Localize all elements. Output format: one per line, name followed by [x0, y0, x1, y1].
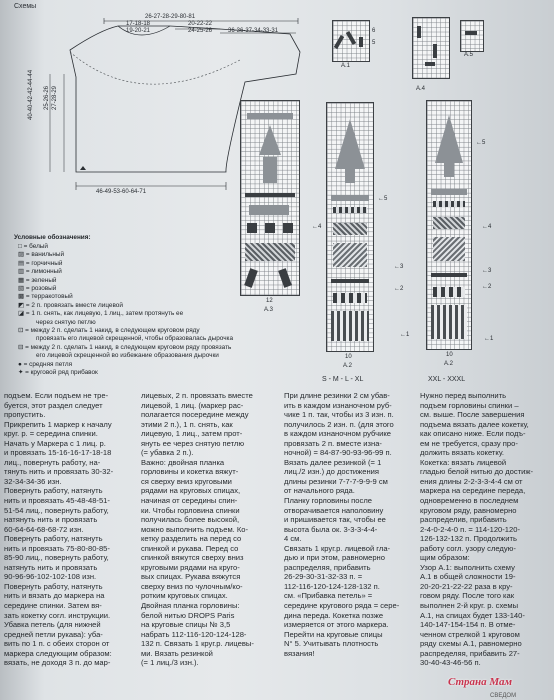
chart-a2-small-width: 10 — [345, 354, 352, 360]
text-column-4: Нужно перед выполнить подъем горловины спинки – см. выше. После завершения подъема вязать далее кокетку, как описано ниже. Если подъ- ем не требуется, сразу про- должить вязать кокетку. Кокетка: вязать лицевой гладью белой нитью до достиж- ения длины 2-2-3-3-4-4 см от маркера на середине переда, одновременно в последнем круговом ряду, равномерно распределив, прибавить 2-4-0-2-4-0 п. = 114-120-120- 126-132-132 п. Продолжить работу согл. узору следую- щим образом: Узор А.1: выполнить схему А.1 в общей сложности 19- 20-20-21-22-22 раза в кру- говом ряду. После того как выполнен 2-й круг. р. схемы А.1, на спицах будет 133-140- 140-147-154-154 п. В отме- ченном стрелкой 1 круговом ряду схемы А.1, равномерно распределяя, прибавить 27- 30-40-43-46-56 п. — [420, 391, 533, 668]
row-marker-5-a1: 5 — [372, 40, 376, 46]
row-marker-3-large: ←3 — [482, 268, 492, 274]
footer-text: СВЕДОМ — [490, 693, 517, 699]
text-column-3: При длине резинки 2 см убав- ить в каждом изнаночном руб- чике 1 п. так, чтобы из 3 изн. п. получилось 2 изн. п. (для этого в каждом изнаночном рубчике провязать 2 п. вместе изна- ночной) = 84-87-90-93-96-99 п. Вязать далее резинкой (= 1 лиц./2 изн.) до достижения длины резинки 7-7-7-9-9-9 см от начального ряда. Планку горловины после отворачивается наполовину и пришивается так, чтобы ее высота была ок. 3-3-3-4-4- 4 см. Связать 1 круг.р. лицевой гла- дью и при этом, равномерно распределяя, прибавить 26-29-30-31-32-33 п. = 112-116-120-124-128-132 п. см. «Прибавка петель» = середине кругового ряда = сере- дина переда. Кокетка позже измеряется от этого маркера. Перейти на круговые спицы N° 5. Учитывать плотность вязания! — [284, 391, 400, 658]
side-measure-2: 25-26-26 — [44, 85, 50, 110]
legend-item: ▨ = ванильный — [18, 251, 65, 259]
bottom-measure: 46-49-53-60-64-71 — [96, 189, 147, 195]
section-title: Схемы — [14, 3, 37, 10]
legend-item: ⊡ = между 2 п. сделать 1 накид, в следующем круговом ряду — [18, 327, 200, 335]
legend-item: ▦ = зеленый — [18, 276, 57, 284]
legend-item: ▥ = лимонный — [18, 268, 62, 276]
row-marker-4-large: ←4 — [482, 224, 492, 230]
legend-list — [18, 243, 318, 378]
row-marker-4: ←4 — [312, 224, 322, 230]
chart-a4-label: A.4 — [416, 86, 426, 92]
chart-a5-label: A.5 — [464, 52, 474, 58]
chart-a2-large-label: A.2 — [444, 361, 454, 367]
chart-a2-small-sizes: S - M - L - XL — [322, 376, 364, 383]
legend-item: провязать его лицевой скрещенной, чтобы образовалась дырочка — [36, 335, 234, 343]
row-marker-1-large: ←1 — [484, 336, 494, 342]
row-marker-5: ←5 — [378, 196, 388, 202]
legend-item: ● = средняя петля — [18, 360, 73, 368]
top-measure: 26-27-28-29-80-81 — [145, 14, 196, 20]
legend-item: ⊟ = между 2 п. сделать 1 накид, в следующем круговом ряду провязать — [18, 343, 232, 351]
shoulder-measure-2: 24-25-26 — [188, 28, 213, 34]
legend-item: ◪ = 1 п. снять, как лицевую, 1 лиц., затем протянуть ее — [18, 310, 184, 318]
side-measure-3: 27-28-29 — [52, 85, 58, 110]
row-marker-3: ←3 — [394, 264, 404, 270]
chart-a3-width: 12 — [266, 298, 273, 304]
legend-item: ▤ = горчичный — [18, 259, 63, 267]
row-marker-1: ←1 — [400, 332, 410, 338]
chart-a4 — [412, 17, 450, 79]
chart-a2-large-width: 10 — [446, 352, 453, 358]
legend-item: ▧ = розовый — [18, 285, 57, 293]
legend-item: ▩ = терракотовый — [18, 293, 73, 301]
chart-a2-large-sizes: XXL - XXXL — [428, 376, 466, 383]
watermark-logo: Страна Мам — [448, 676, 513, 688]
chart-a1 — [332, 20, 370, 62]
row-marker-5-large: ←5 — [476, 140, 486, 146]
chart-a2-large — [426, 100, 472, 350]
legend-title: Условные обозначения: — [14, 234, 91, 241]
chart-a1-label: A.1 — [341, 63, 351, 69]
row-marker-2: ←2 — [394, 286, 404, 292]
chart-a5 — [460, 20, 484, 52]
row-marker-2-large: ←2 — [482, 284, 492, 290]
neck-measure-2: 19-20-21 — [126, 28, 151, 34]
legend-item: через снятую петлю — [36, 318, 96, 326]
legend-item: ◩ = 2 п. провязать вместе лицевой — [18, 301, 123, 309]
text-column-2: лицевых, 2 п. провязать вместе лицевой, 1 лиц. (маркер рас- полагается посередине между этими 2 п.), 1 п. снять, как лицевую, 1 лиц., затем прот- януть ее через снятую петлю (= убавка 2 п.). Важно: двойная планка горловины и кокетка вяжут- ся сверху вниз круговыми рядами на круговых спицах, начиная от середины спин- ки. Чтобы горловина спинки получилась более высокой, можно выполнить подъем. Ко- кетку разделить на перед со спинкой и рукава. Перед со спинкой вяжутся сверху вниз круговыми рядами на круго- вых спицах. Рукава вяжутся сверху вниз по чулочным/ко- ротким круговых спицах. Двойная планка горловины: белой нитью DROPS Paris на круговые спицы № 3,5 набрать 112-116-120-124-128- 132 п. Связать 1 круг.р. лицевы- ми. Вязать резинкой (= 1 лиц./3 изн.). — [141, 391, 254, 668]
legend-item: ✦ = круговой ряд прибавок — [18, 369, 98, 377]
chart-a3-label: A.3 — [264, 307, 274, 313]
row-marker-6: 6 — [372, 28, 376, 34]
shoulder-measure-1: 20-22-22 — [188, 21, 213, 27]
legend-item: его лицевой скрещенной во избежание образования дырочки — [36, 352, 219, 360]
neck-measure-1: 17-18-18 — [126, 21, 151, 27]
legend-item: □ = белый — [18, 243, 48, 250]
text-column-1: подъем. Если подъем не тре- буется, этот раздел следует пропустить. Прикрепить 1 маркер к началу круг. р. = середина спинки. Начать у Маркера с 1 лиц. р. и провязать 15-16-16-17-18-18 лиц., повернуть работу, на- тянуть нить и провязать 30-32- 32-34-34-36 изн. Повернуть работу, натянуть нить и провязать 45-48-48-51- 51-54 лиц., повернуть работу, натянуть нить и провязать 60-64-64-68-68-72 изн. Повернуть работу, натянуть нить и провязать 75-80-80-85- 85-90 лиц., повернуть работу, натянуть нить и провязать 90-96-96-102-102-108 изн. Повернуть работу, натянуть нить и вязать до маркера на середине спинки. Затем вя- зать кокетку согл. инструкции. Убавка петель (для нижней средней петли рукава): уба- вить по 1 п. с обеих сторон от маркера следующим образом: вязать, не доходя 3 п. до мар- — [4, 391, 114, 668]
chart-a2-small — [326, 102, 374, 352]
sleeve-measure: 36-36-37-34-33-31 — [228, 28, 279, 34]
side-measure-1: 40-40-42-42-44-44 — [28, 69, 34, 120]
chart-a2-small-label: A.2 — [343, 363, 353, 369]
